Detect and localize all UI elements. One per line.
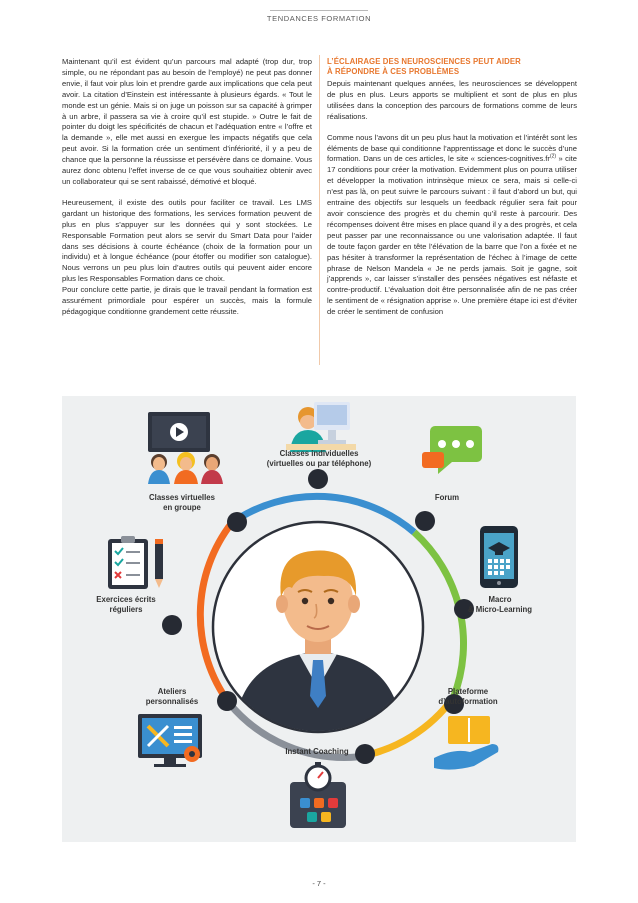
label-workshops-line-2: personnalisés: [145, 696, 199, 706]
node-individual: [308, 469, 328, 489]
left-paragraph-3: Pour conclure cette partie, je dirais que le travail pendant la formation est assurément primordiale pour espérer un succès, mais la formule pédagogique conditionne grandement cette réussite.: [62, 285, 312, 316]
label-macro-line-1: Macro: [488, 595, 512, 604]
right-paragraph-2-start: Comme nous l’avons dit un peu plus haut la motivation et l’intérêt sont les éléments de base qui conditionne l’apprentissage et donc le succès d’une formation. Dans un de ces articles, le site « sciences-cognitives.fr: [327, 132, 577, 164]
section-heading-line-2: À RÉPONDRE À CES PROBLÈMES: [327, 67, 460, 76]
label-individual-classes: [244, 449, 394, 468]
label-exercises: [76, 595, 176, 614]
label-individual-line-2: (virtuelles ou par téléphone): [266, 458, 372, 468]
workshops-icon: [138, 714, 202, 767]
right-paragraph-2-end: » cite 17 conditions pour créer la motivation. Evidemment plus on pourra utiliser et développer la motivation intrinsèque mieux ce sera, mais si celle-ci n’est pas là, on peut suivre le parcours suivant : il faut d’abord un but, qui entraine des objectifs sur lesquels un feedback régulier sera fait pour avoir conscience des progrès et du chemin qu’il reste à parcourir. Des récompenses doivent être mises en place quand il y a des progrès, et cela peut passer par une reconnaissance ou une valorisation adaptée. Il faut de toute façon garder en tête l’élévation de la barre que l’on a fixée et ne pas hésiter à transformer la représentation de l’échec à l’image de cette phrase de Nelson Mandela « Je ne perds jamais. Soit je gagne, soit j’apprends », car laisser s’installer des pensées négatives est néfaste et contre-productif. L’évaluation doit être personnalisée afin de ne pas créer le sentiment de « résignation apprise ». Une première étape ici est d’éviter de créer le sentiment de confusion: [327, 154, 577, 317]
section-heading: [327, 57, 577, 77]
label-platform-line-2: d’autoformation: [438, 696, 498, 706]
label-platform: [418, 687, 518, 706]
right-paragraph-2: [327, 133, 577, 318]
label-workshops-line-1: Ateliers: [157, 687, 187, 696]
label-exercises-line-1: Exercices écrits: [96, 595, 156, 604]
platform-icon: [434, 716, 498, 770]
forum-icon: [422, 426, 482, 474]
node-exercises: [162, 615, 182, 635]
right-paragraph-1: Depuis maintenant quelques années, les neurosciences se développent de plus en plus. Leurs apports se multiplient et sont de plus en plus utilisées dans la conception des parcours de formations comme de leurs réalisations.: [327, 79, 577, 121]
label-group-line-2: en groupe: [163, 502, 201, 512]
individual-class-icon: [286, 402, 356, 452]
group-class-icon: [148, 412, 223, 484]
section-heading-line-1: L’ÉCLAIRAGE DES NEUROSCIENCES PEUT AIDER: [327, 57, 521, 66]
right-column: [327, 57, 577, 328]
exercises-icon: [108, 536, 163, 589]
footnote-ref: (2): [549, 153, 557, 160]
micro-learning-icon: [480, 526, 518, 588]
label-group-line-1: Classes virtuelles: [149, 493, 215, 502]
label-platform-line-1: Plateforme: [447, 687, 489, 696]
left-paragraph-2: Heureusement, il existe des outils pour faciliter ce travail. Les LMS gardant un historique des formations, les services formation peuvent de plus en plus s’appuyer sur les données qui y sont stockées. Le Responsable Formation peut alors se servir du Smart Data pour l’aider dans ses décisions à courte échéance (choix de la formation pour un individu) et à longue échéance (pour étoffer ou modifier son catalogue). Nous verrons un peu plus loin d’autres outils qui peuvent aider encore plus les Responsables Formation dans ce choix.: [62, 197, 312, 284]
page-number: - 7 -: [312, 879, 326, 888]
label-individual-line-1: Classes individuelles: [279, 449, 359, 458]
coaching-icon: [290, 762, 346, 828]
label-exercises-line-2: réguliers: [109, 604, 143, 614]
section-header: TENDANCES FORMATION: [266, 14, 372, 23]
label-group-classes: [127, 493, 237, 512]
node-group: [227, 512, 247, 532]
column-divider: [319, 55, 320, 365]
label-workshops: [122, 687, 222, 706]
node-forum: [415, 511, 435, 531]
label-macro-line-2: & Micro-Learning: [467, 604, 533, 614]
learning-formats-infographic: [62, 396, 576, 842]
left-paragraph-1: Maintenant qu’il est évident qu’un parcours mal adapté (trop dur, trop simple, ou ne répondant pas au besoin de l’employé) ne peut pas donner envie, il faut voir plus loin et prendre garde aux implications que cela peut avoir. La citation d’Einstein est intéressante à plusieurs égards. « Tout le monde est un génie. Mais si on juge un poisson sur sa capacité à grimper à un arbre, il passera sa vie à croire qu’il est stupide. » Outre le fait de pointer du doigt les spécificités de chacun et l’adéquation entre « l’offre et la demande », elle met aussi en exergue les impacts négatifs que cela peut avoir. Si la formation crée un sentiment d’infériorité, il y a peu de chance que la personne la réussisse et persévère dans ce domaine. Vous aurez donc obtenu l’effet inverse de ce que vous souhaitiez obtenir avec un collaborateur qui se sent rabaissé, démotivé et bloqué.: [62, 57, 312, 186]
left-column: [62, 57, 312, 328]
label-instant-coaching: Instant Coaching: [285, 747, 349, 756]
label-forum: Forum: [434, 493, 460, 502]
header-rule: [270, 10, 368, 11]
label-macro-learning: [445, 595, 555, 614]
